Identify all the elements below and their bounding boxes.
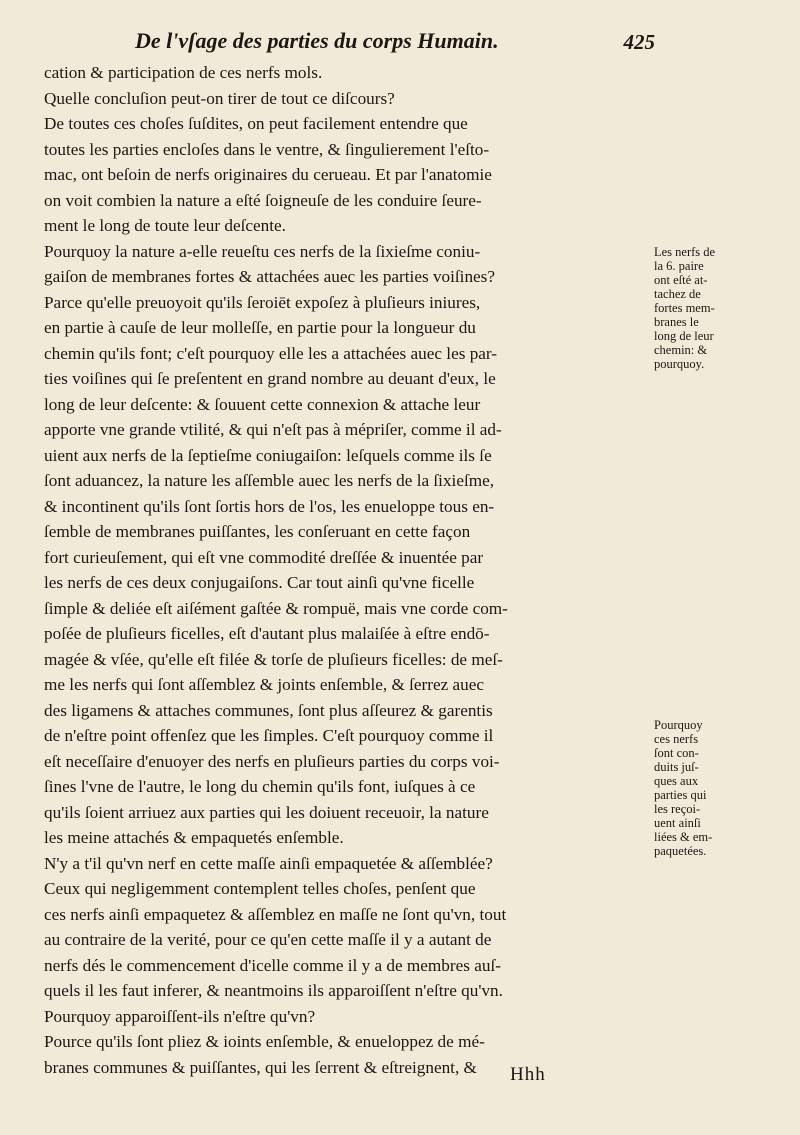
text-line: mac, ont beſoin de nerfs originaires du cerueau. Et par l'anatomie — [44, 165, 492, 184]
text-line: ſont aduancez, la nature les aſſemble auec les nerfs de la ſixieſme, — [44, 471, 495, 490]
margin-note-line: paquetées. — [654, 844, 707, 858]
text-line: qu'ils ſoient arriuez aux parties qui les doiuent receuoir, la nature — [44, 802, 489, 822]
margin-note-line: duits juſ- — [654, 760, 699, 774]
page-number: 425 — [623, 30, 655, 54]
text-line: en partie à cauſe de leur molleſſe, en partie pour la longueur du — [44, 318, 476, 337]
text-line: long de leur deſcente: & ſouuent cette connexion & attache leur — [44, 394, 481, 414]
text-line: ces nerfs ainſi empaquetez & aſſemblez en maſſe ne ſont qu'vn, tout — [44, 904, 507, 924]
margin-note-line: ques aux — [654, 774, 699, 788]
text-line: Pourquoy apparoiſſent-ils n'eſtre qu'vn? — [44, 1006, 316, 1026]
margin-note-line: liées & em- — [654, 830, 713, 844]
text-line: ment le long de toute leur deſcente. — [44, 216, 286, 235]
margin-note-line: Pourquoy — [654, 718, 703, 732]
text-line: poſée de pluſieurs ficelles, eſt d'autant plus malaiſée à eſtre endō- — [44, 624, 490, 643]
text-line: Parce qu'elle preuoyoit qu'ils ſeroiēt expoſez à pluſieurs iniures, — [44, 292, 481, 312]
text-line: ties voiſines qui ſe preſentent en grand nombre au deuant d'eux, le — [44, 369, 496, 388]
running-title: De l'vſage des parties du corps Humain. — [135, 28, 499, 53]
signature-mark: Hhh — [510, 1064, 546, 1085]
margin-note-line: long de leur — [654, 329, 714, 343]
text-line: Ceux qui negligemment contemplent telles choſes, penſent que — [44, 879, 476, 898]
text-line: fort curieuſement, qui eſt vne commodité dreſſée & inuentée par — [44, 547, 484, 567]
text-line: ſimple & deliée eſt aiſément gaſtée & rompuë, mais vne corde com- — [44, 598, 508, 618]
text-line: toutes les parties encloſes dans le ventre, & ſingulierement l'eſto- — [44, 139, 490, 159]
text-line: branes communes & puiſſantes, qui les ſerrent & eſtreignent, & — [44, 1057, 477, 1077]
text-line: ſines l'vne de l'autre, le long du chemin qu'ils font, iuſques à ce — [44, 777, 476, 796]
text-line: Quelle concluſion peut-on tirer de tout ce diſcours? — [44, 88, 395, 108]
margin-note-line: ſont con- — [654, 746, 699, 760]
margin-note-line: pourquoy. — [654, 357, 705, 371]
margin-note-line: uent ainſi — [654, 816, 701, 830]
text-line: N'y a t'il qu'vn nerf en cette maſſe ainſi empaquetée & aſſemblée? — [44, 853, 493, 873]
text-line: apporte vne grande vtilité, & qui n'eſt pas à mépriſer, comme il ad- — [44, 420, 502, 439]
text-line: de n'eſtre point offenſez que les ſimples. C'eſt pourquoy comme il — [44, 726, 494, 745]
text-line: les nerfs de ces deux conjugaiſons. Car tout ainſi qu'vne ficelle — [44, 573, 475, 592]
text-line: au contraire de la verité, pour ce qu'en cette maſſe il y a autant de — [44, 930, 492, 949]
margin-note-line: parties qui — [654, 788, 707, 802]
margin-note-line: ont eſté at- — [654, 273, 708, 287]
text-line: gaiſon de membranes fortes & attachées auec les parties voiſines? — [44, 267, 495, 286]
margin-note-line: Les nerfs de — [654, 245, 716, 259]
margin-note-line: les reçoi- — [654, 802, 701, 816]
text-line: uient aux nerfs de la ſeptieſme coniugaiſon: leſquels comme ils ſe — [44, 445, 492, 465]
text-line: me les nerfs qui ſont aſſemblez & joints enſemble, & ſerrez auec — [44, 675, 485, 694]
text-line: ſemble de membranes puiſſantes, les conſeruant en cette façon — [44, 522, 471, 541]
text-line: nerfs dés le commencement d'icelle comme il y a de membres auſ- — [44, 955, 501, 975]
margin-note-line: ces nerfs — [654, 732, 699, 746]
text-line: les meine attachés & empaquetés enſemble. — [44, 828, 344, 847]
text-line: des ligamens & attaches communes, ſont plus aſſeurez & garentis — [44, 700, 493, 720]
margin-note-line: la 6. paire — [654, 259, 704, 273]
text-line: Pourquoy la nature a-elle reueſtu ces nerfs de la ſixieſme coniu- — [44, 241, 481, 261]
margin-note-nerves-bundled — [654, 718, 794, 858]
text-line: quels il les faut inferer, & neantmoins ils apparoiſſent n'eſtre qu'vn. — [44, 981, 503, 1000]
text-line: on voit combien la nature a eſté ſoigneuſe de les conduire ſeure- — [44, 190, 482, 210]
margin-note-nerves-sixth-pair — [654, 245, 794, 371]
text-line: & incontinent qu'ils ſont ſortis hors de l'os, les enueloppe tous en- — [44, 496, 495, 516]
main-text-block — [44, 60, 650, 1080]
margin-note-line: branes le — [654, 315, 699, 329]
text-line: De toutes ces choſes ſuſdites, on peut facilement entendre que — [44, 114, 468, 133]
text-line: Pource qu'ils ſont pliez & ioints enſemble, & enueloppez de mé- — [44, 1032, 485, 1051]
text-line: chemin qu'ils font; c'eſt pourquoy elle les a attachées auec les par- — [44, 343, 498, 363]
text-line: cation & participation de ces nerfs mols. — [44, 63, 323, 82]
margin-note-line: fortes mem- — [654, 301, 715, 315]
margin-note-line: tachez de — [654, 287, 701, 301]
text-line: magée & vſée, qu'elle eſt filée & torſe de pluſieurs ficelles: de meſ- — [44, 649, 503, 669]
margin-note-line: chemin: & — [654, 343, 708, 357]
text-line: eſt neceſſaire d'enuoyer des nerfs en pluſieurs parties du corps voi- — [44, 751, 500, 771]
